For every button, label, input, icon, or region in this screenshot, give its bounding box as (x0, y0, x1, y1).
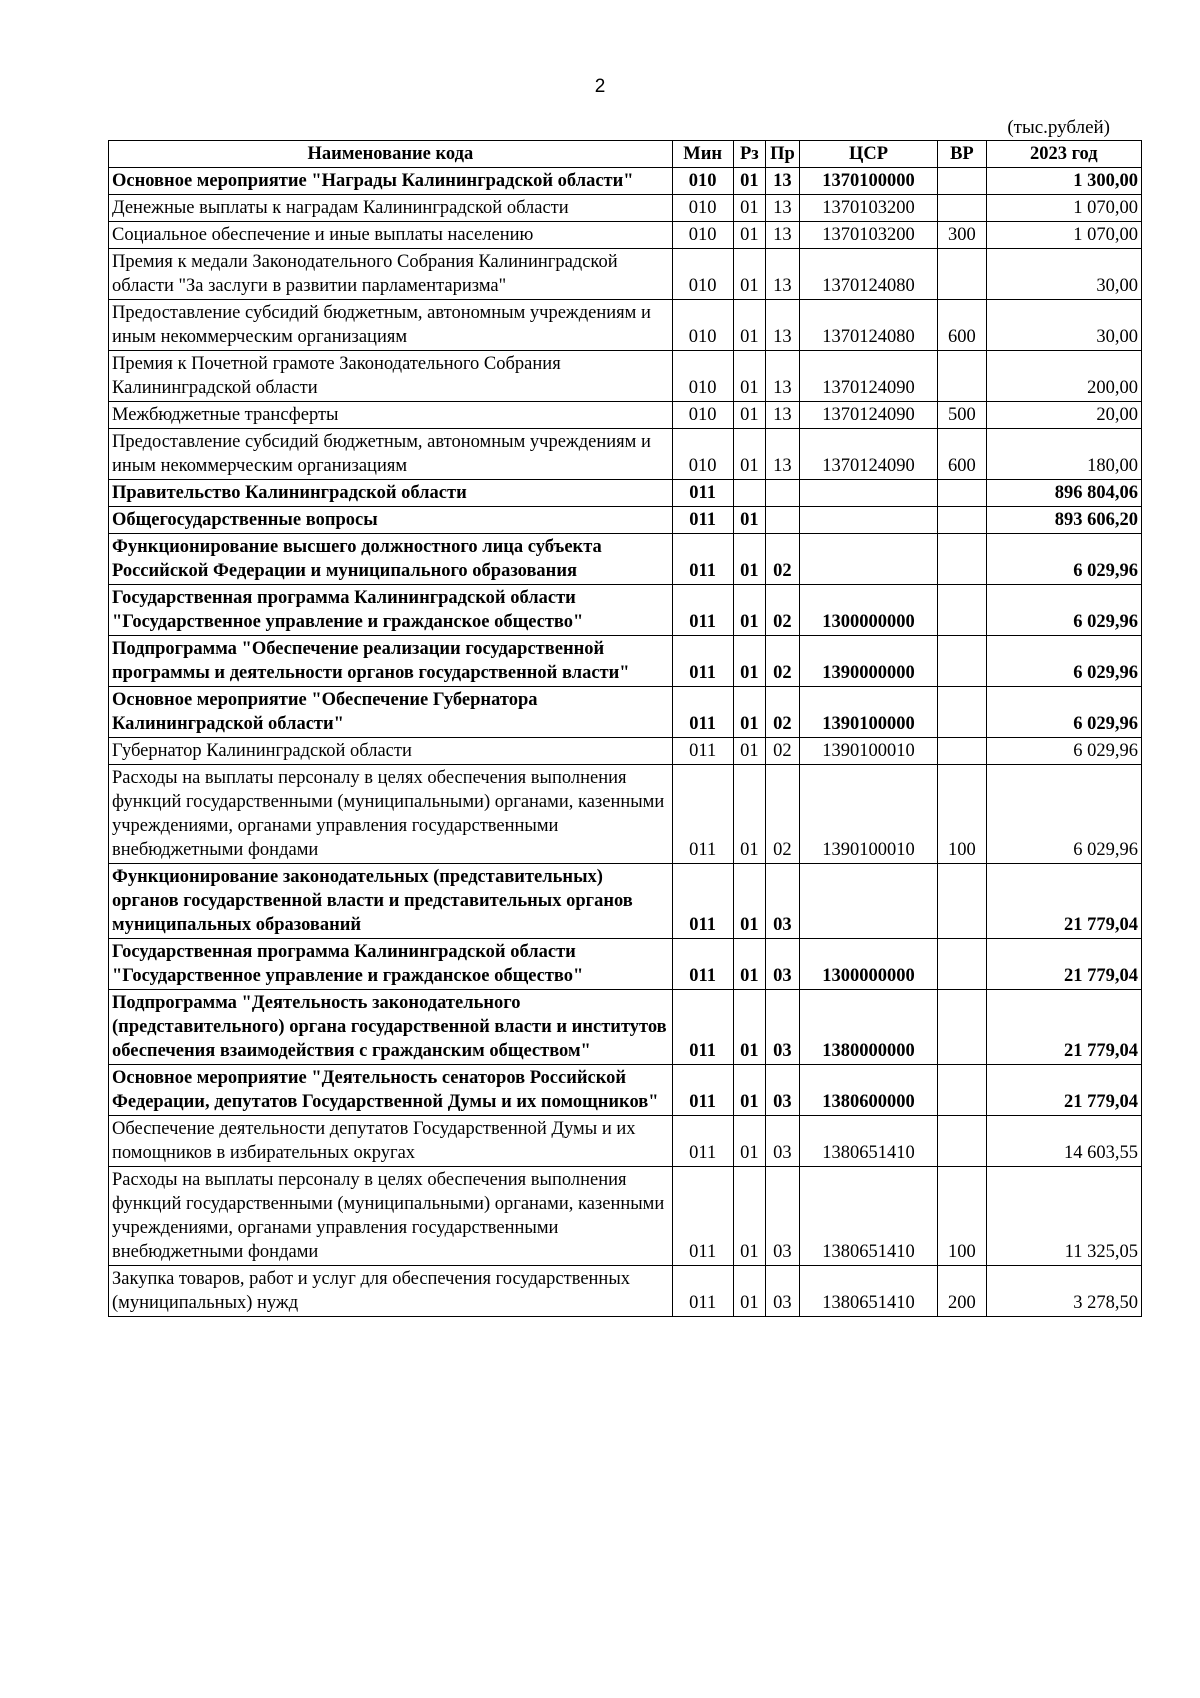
row-csr: 1370124090 (799, 351, 938, 402)
table-row (109, 534, 1142, 585)
row-csr: 1300000000 (799, 585, 938, 636)
table-row (109, 429, 1142, 480)
row-amount: 30,00 (986, 249, 1141, 300)
row-amount: 20,00 (986, 402, 1141, 429)
row-rz: 01 (733, 1266, 766, 1317)
row-vr (938, 990, 986, 1065)
header-vr: ВР (938, 141, 986, 168)
row-name: Подпрограмма "Деятельность законодательного (представительного) органа государственной власти и институтов обеспечения взаимодействия с гражданским обществом" (109, 990, 673, 1065)
row-csr (799, 480, 938, 507)
row-vr (938, 687, 986, 738)
row-rz: 01 (733, 636, 766, 687)
row-csr: 1370124090 (799, 402, 938, 429)
row-rz: 01 (733, 585, 766, 636)
table-header-row (109, 141, 1142, 168)
row-csr: 1380651410 (799, 1266, 938, 1317)
row-min: 011 (672, 864, 733, 939)
page-number: 2 (594, 76, 606, 97)
row-amount: 6 029,96 (986, 687, 1141, 738)
row-pr (766, 480, 800, 507)
row-vr: 200 (938, 1266, 986, 1317)
row-amount: 21 779,04 (986, 1065, 1141, 1116)
row-pr: 03 (766, 864, 800, 939)
row-vr (938, 1116, 986, 1167)
row-vr (938, 168, 986, 195)
row-amount: 6 029,96 (986, 585, 1141, 636)
row-min: 010 (672, 351, 733, 402)
table-row (109, 864, 1142, 939)
table-row (109, 480, 1142, 507)
table-row (109, 402, 1142, 429)
row-name: Государственная программа Калининградской области "Государственное управление и гражданское общество" (109, 939, 673, 990)
table-row (109, 738, 1142, 765)
row-vr (938, 636, 986, 687)
row-amount: 14 603,55 (986, 1116, 1141, 1167)
row-amount: 1 070,00 (986, 222, 1141, 249)
row-rz: 01 (733, 300, 766, 351)
row-amount: 6 029,96 (986, 636, 1141, 687)
row-name: Губернатор Калининградской области (109, 738, 673, 765)
row-vr (938, 939, 986, 990)
row-amount: 1 300,00 (986, 168, 1141, 195)
row-rz: 01 (733, 351, 766, 402)
row-rz: 01 (733, 1065, 766, 1116)
row-vr (938, 1065, 986, 1116)
row-amount: 21 779,04 (986, 939, 1141, 990)
row-pr: 03 (766, 990, 800, 1065)
row-min: 011 (672, 1065, 733, 1116)
header-year: 2023 год (986, 141, 1141, 168)
row-vr: 500 (938, 402, 986, 429)
row-csr: 1370103200 (799, 195, 938, 222)
row-min: 010 (672, 429, 733, 480)
header-min: Мин (672, 141, 733, 168)
row-csr: 1370103200 (799, 222, 938, 249)
row-pr: 02 (766, 765, 800, 864)
row-min: 010 (672, 195, 733, 222)
header-pr: Пр (766, 141, 800, 168)
table-row (109, 687, 1142, 738)
table-row (109, 765, 1142, 864)
row-csr: 1370124080 (799, 249, 938, 300)
table-row (109, 585, 1142, 636)
row-name: Предоставление субсидий бюджетным, автономным учреждениям и иным некоммерческим организациям (109, 429, 673, 480)
row-rz: 01 (733, 1167, 766, 1266)
table-row (109, 168, 1142, 195)
row-vr (938, 864, 986, 939)
row-name: Подпрограмма "Обеспечение реализации государственной программы и деятельности органов государственной власти" (109, 636, 673, 687)
row-pr: 02 (766, 636, 800, 687)
row-pr: 13 (766, 300, 800, 351)
row-vr (938, 351, 986, 402)
row-min: 011 (672, 534, 733, 585)
row-name: Государственная программа Калининградской области "Государственное управление и гражданское общество" (109, 585, 673, 636)
row-csr: 1390100010 (799, 765, 938, 864)
row-csr: 1380651410 (799, 1167, 938, 1266)
row-pr: 03 (766, 1116, 800, 1167)
row-min: 011 (672, 1266, 733, 1317)
row-vr: 600 (938, 429, 986, 480)
row-min: 011 (672, 507, 733, 534)
row-pr: 02 (766, 738, 800, 765)
row-min: 011 (672, 480, 733, 507)
row-vr (938, 534, 986, 585)
row-min: 011 (672, 1116, 733, 1167)
row-name: Денежные выплаты к наградам Калининградской области (109, 195, 673, 222)
row-name: Функционирование высшего должностного лица субъекта Российской Федерации и муниципального образования (109, 534, 673, 585)
row-name: Правительство Калининградской области (109, 480, 673, 507)
row-amount: 3 278,50 (986, 1266, 1141, 1317)
row-vr (938, 195, 986, 222)
row-vr: 100 (938, 765, 986, 864)
row-pr: 03 (766, 1065, 800, 1116)
row-name: Обеспечение деятельности депутатов Государственной Думы и их помощников в избирательных округах (109, 1116, 673, 1167)
row-csr: 1390000000 (799, 636, 938, 687)
row-name: Премия к медали Законодательного Собрания Калининградской области "За заслуги в развитии парламентаризма" (109, 249, 673, 300)
row-pr: 02 (766, 585, 800, 636)
row-min: 010 (672, 402, 733, 429)
table-row (109, 249, 1142, 300)
row-amount: 21 779,04 (986, 990, 1141, 1065)
row-amount: 21 779,04 (986, 864, 1141, 939)
row-min: 011 (672, 939, 733, 990)
row-name: Социальное обеспечение и иные выплаты населению (109, 222, 673, 249)
row-min: 010 (672, 168, 733, 195)
row-vr (938, 585, 986, 636)
row-pr: 13 (766, 195, 800, 222)
row-pr: 13 (766, 351, 800, 402)
table-row (109, 1167, 1142, 1266)
row-amount: 11 325,05 (986, 1167, 1141, 1266)
table-row (109, 1065, 1142, 1116)
row-amount: 200,00 (986, 351, 1141, 402)
row-rz: 01 (733, 195, 766, 222)
row-rz: 01 (733, 222, 766, 249)
row-min: 011 (672, 738, 733, 765)
row-pr: 13 (766, 222, 800, 249)
row-csr: 1380600000 (799, 1065, 938, 1116)
row-rz: 01 (733, 249, 766, 300)
row-min: 010 (672, 249, 733, 300)
row-name: Общегосударственные вопросы (109, 507, 673, 534)
row-rz (733, 480, 766, 507)
row-amount: 6 029,96 (986, 534, 1141, 585)
table-row (109, 195, 1142, 222)
row-rz: 01 (733, 534, 766, 585)
row-name: Расходы на выплаты персоналу в целях обеспечения выполнения функций государственными (муниципальными) органами, казенными учреждениями, органами управления государственными внебюджетными фондами (109, 1167, 673, 1266)
table-row (109, 990, 1142, 1065)
row-pr: 02 (766, 534, 800, 585)
row-amount: 6 029,96 (986, 738, 1141, 765)
row-name: Основное мероприятие "Деятельность сенаторов Российской Федерации, депутатов Государственной Думы и их помощников" (109, 1065, 673, 1116)
row-vr (938, 738, 986, 765)
row-min: 010 (672, 300, 733, 351)
row-min: 011 (672, 765, 733, 864)
row-csr: 1380000000 (799, 990, 938, 1065)
row-csr: 1370100000 (799, 168, 938, 195)
row-pr: 13 (766, 168, 800, 195)
row-name: Функционирование законодательных (представительных) органов государственной власти и представительных органов муниципальных образований (109, 864, 673, 939)
row-name: Расходы на выплаты персоналу в целях обеспечения выполнения функций государственными (муниципальными) органами, казенными учреждениями, органами управления государственными внебюджетными фондами (109, 765, 673, 864)
row-csr: 1300000000 (799, 939, 938, 990)
table-row (109, 636, 1142, 687)
table-row (109, 300, 1142, 351)
table-row (109, 222, 1142, 249)
row-pr: 02 (766, 687, 800, 738)
row-vr (938, 249, 986, 300)
row-amount: 896 804,06 (986, 480, 1141, 507)
row-rz: 01 (733, 507, 766, 534)
table-row (109, 507, 1142, 534)
unit-label: (тыс.рублей) (1007, 117, 1110, 138)
row-amount: 1 070,00 (986, 195, 1141, 222)
row-name: Межбюджетные трансферты (109, 402, 673, 429)
row-pr: 03 (766, 1167, 800, 1266)
header-rz: Рз (733, 141, 766, 168)
row-pr: 13 (766, 249, 800, 300)
row-name: Закупка товаров, работ и услуг для обеспечения государственных (муниципальных) нужд (109, 1266, 673, 1317)
row-rz: 01 (733, 765, 766, 864)
header-csr: ЦСР (799, 141, 938, 168)
row-rz: 01 (733, 687, 766, 738)
row-pr: 13 (766, 429, 800, 480)
row-rz: 01 (733, 402, 766, 429)
row-name: Основное мероприятие "Награды Калининградской области" (109, 168, 673, 195)
row-csr: 1390100010 (799, 738, 938, 765)
row-csr: 1380651410 (799, 1116, 938, 1167)
row-csr (799, 534, 938, 585)
row-min: 011 (672, 990, 733, 1065)
row-vr: 300 (938, 222, 986, 249)
row-rz: 01 (733, 738, 766, 765)
row-amount: 893 606,20 (986, 507, 1141, 534)
row-name: Предоставление субсидий бюджетным, автономным учреждениям и иным некоммерческим организациям (109, 300, 673, 351)
row-rz: 01 (733, 429, 766, 480)
row-vr (938, 480, 986, 507)
row-csr: 1370124090 (799, 429, 938, 480)
row-min: 011 (672, 585, 733, 636)
row-min: 011 (672, 1167, 733, 1266)
row-pr (766, 507, 800, 534)
table-row (109, 1266, 1142, 1317)
row-rz: 01 (733, 1116, 766, 1167)
row-name: Премия к Почетной грамоте Законодательного Собрания Калининградской области (109, 351, 673, 402)
row-amount: 6 029,96 (986, 765, 1141, 864)
row-pr: 03 (766, 939, 800, 990)
row-csr (799, 864, 938, 939)
row-csr: 1370124080 (799, 300, 938, 351)
row-vr: 600 (938, 300, 986, 351)
row-csr: 1390100000 (799, 687, 938, 738)
table-row (109, 939, 1142, 990)
row-min: 011 (672, 687, 733, 738)
row-rz: 01 (733, 990, 766, 1065)
row-csr (799, 507, 938, 534)
row-min: 010 (672, 222, 733, 249)
row-pr: 13 (766, 402, 800, 429)
table-row (109, 1116, 1142, 1167)
row-vr (938, 507, 986, 534)
budget-table (108, 140, 1142, 1317)
header-name: Наименование кода (109, 141, 673, 168)
row-vr: 100 (938, 1167, 986, 1266)
row-amount: 30,00 (986, 300, 1141, 351)
row-rz: 01 (733, 168, 766, 195)
row-pr: 03 (766, 1266, 800, 1317)
row-rz: 01 (733, 939, 766, 990)
row-amount: 180,00 (986, 429, 1141, 480)
table-row (109, 351, 1142, 402)
row-rz: 01 (733, 864, 766, 939)
row-min: 011 (672, 636, 733, 687)
row-name: Основное мероприятие "Обеспечение Губернатора Калининградской области" (109, 687, 673, 738)
